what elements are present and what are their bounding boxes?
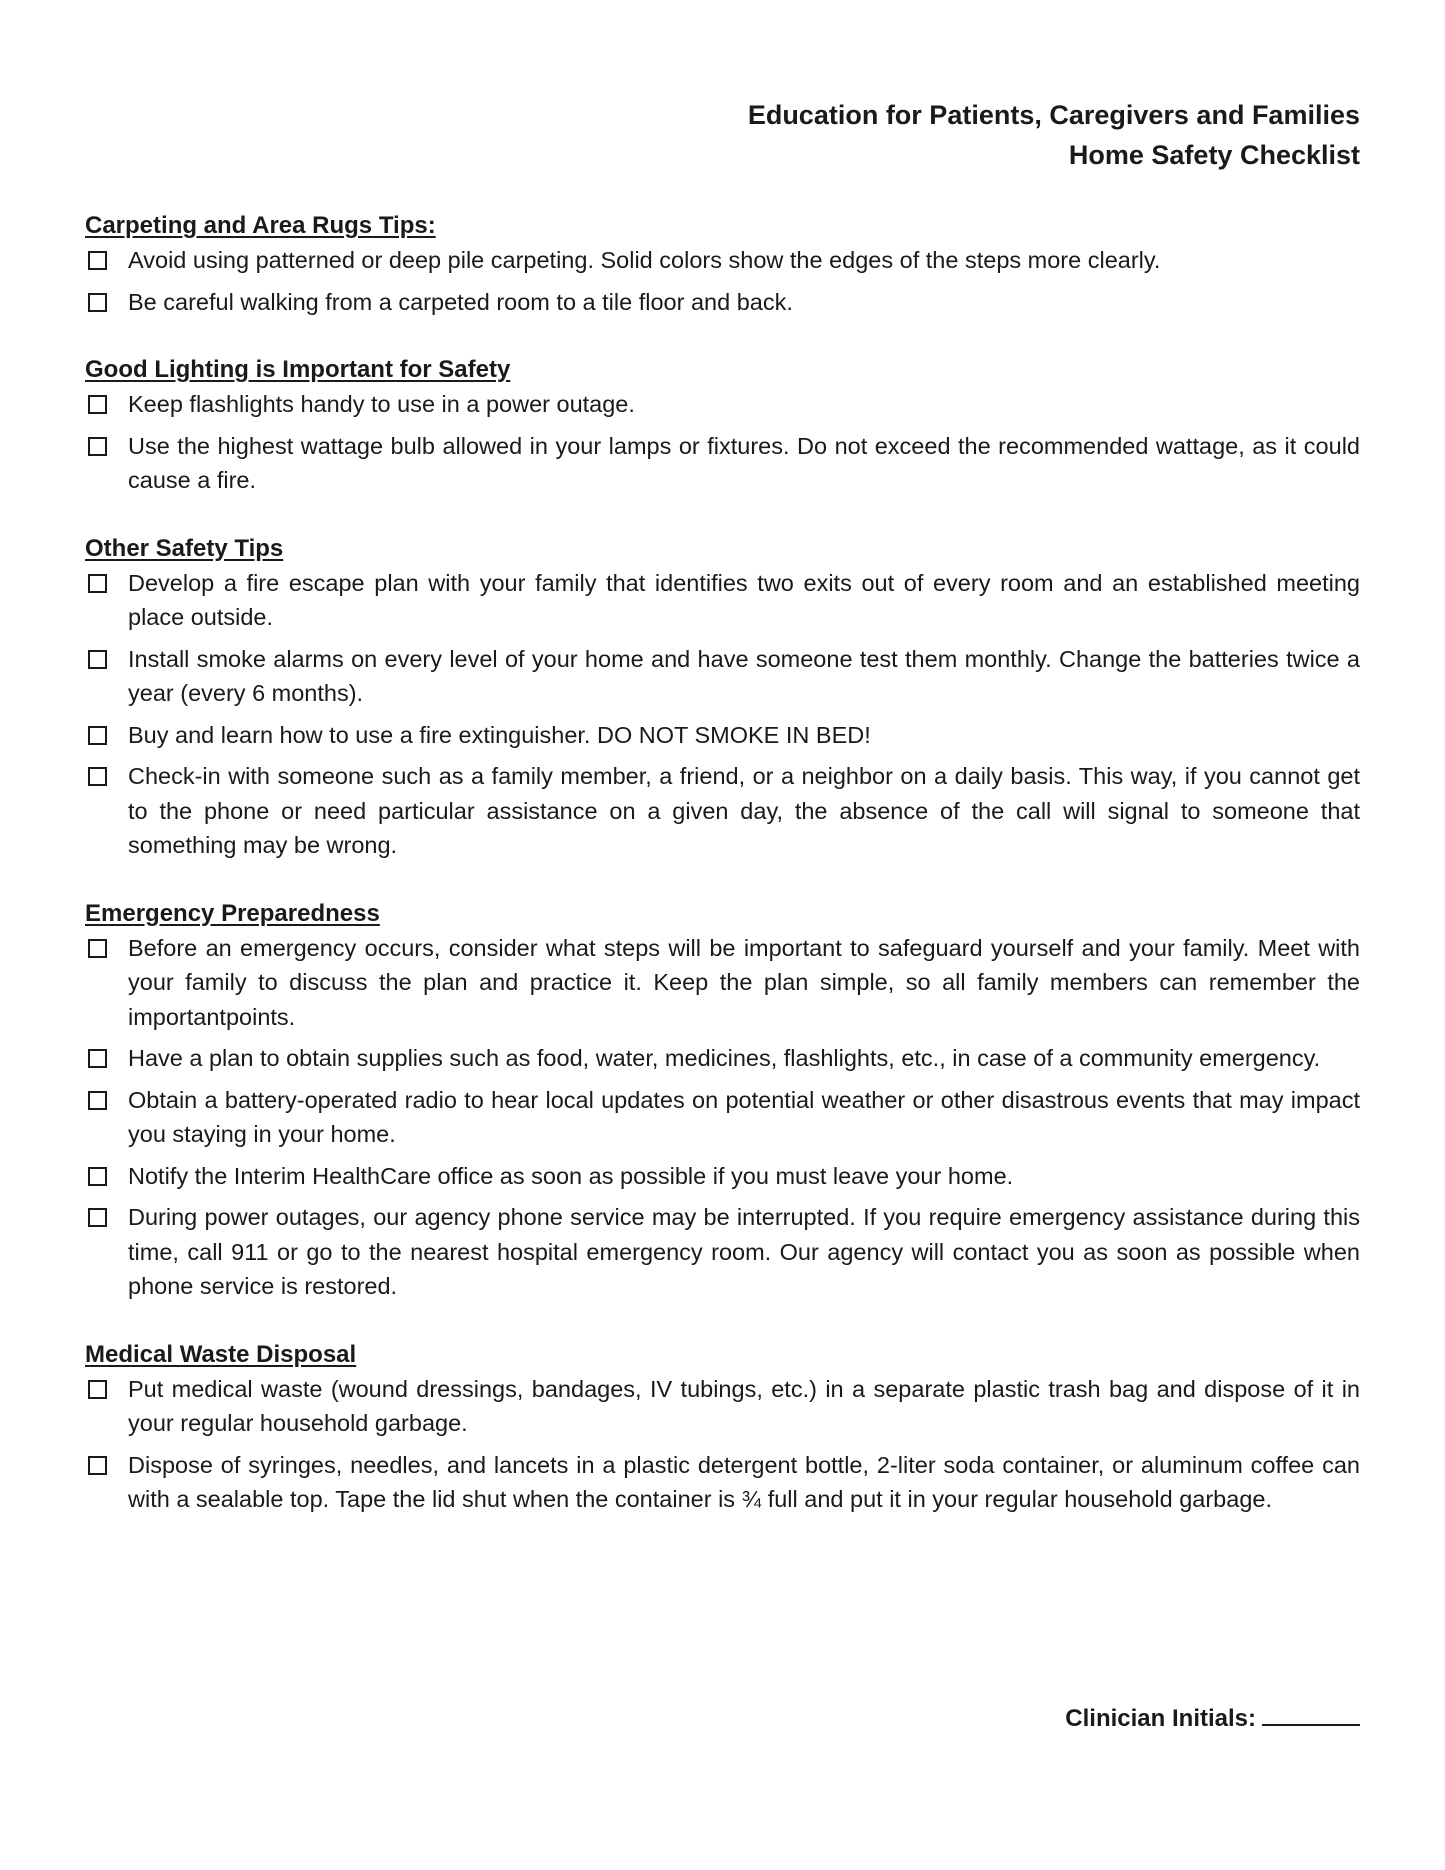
checkbox[interactable]: [88, 437, 107, 456]
checkbox[interactable]: [88, 574, 107, 593]
checklist-item-text: Install smoke alarms on every level of your home and have someone test them monthly. Change the batteries twice a year (every 6 months).: [128, 645, 1360, 706]
clinician-initials-blank[interactable]: [1262, 1700, 1360, 1726]
checklist-section: [85, 897, 1360, 1304]
checkbox[interactable]: [88, 1456, 107, 1475]
checklist-item-text: Use the highest wattage bulb allowed in your lamps or fixtures. Do not exceed the recommended wattage, as it could cause a fire.: [128, 432, 1360, 493]
checklist-item: [85, 387, 1360, 422]
checkbox[interactable]: [88, 1091, 107, 1110]
checklist-item: [85, 718, 1360, 753]
checkbox[interactable]: [88, 939, 107, 958]
checklist-item-text: Obtain a battery-operated radio to hear local updates on potential weather or other disastrous events that may impact you staying in your home.: [128, 1086, 1360, 1147]
section-title: Carpeting and Area Rugs Tips:: [85, 212, 436, 239]
checklist-item: [85, 1083, 1360, 1152]
checkbox[interactable]: [88, 1167, 107, 1186]
checklist-item: [85, 243, 1360, 278]
checklist-item-text: Keep flashlights handy to use in a power outage.: [128, 391, 635, 417]
checklist-item: [85, 1372, 1360, 1441]
section-title: Other Safety Tips: [85, 534, 284, 562]
section-title: Medical Waste Disposal: [85, 1340, 357, 1368]
checklist-item: [85, 429, 1360, 498]
checklist-section: [85, 353, 1360, 498]
checklist-section: [85, 1338, 1360, 1517]
checklist-item-text: Put medical waste (wound dressings, bandages, IV tubings, etc.) in a separate plastic trash bag and dispose of it in your regular household garbage.: [128, 1375, 1360, 1436]
checkbox[interactable]: [88, 767, 107, 786]
checklist-section: [85, 209, 1360, 319]
clinician-initials: [1065, 1700, 1360, 1736]
checklist-item: [85, 759, 1360, 863]
section-title: Emergency Preparedness: [85, 899, 380, 927]
checkbox[interactable]: [88, 251, 107, 270]
checkbox[interactable]: [88, 726, 107, 745]
checklist-item-text: Buy and learn how to use a fire extinguisher. DO NOT SMOKE IN BED!: [128, 721, 871, 748]
checklist-item-text: Be careful walking from a carpeted room to a tile floor and back.: [128, 288, 793, 315]
checklist-item: [85, 931, 1360, 1035]
section-title: Good Lighting is Important for Safety: [85, 356, 511, 383]
document-header: [85, 95, 1360, 175]
checkbox[interactable]: [88, 395, 107, 414]
checklist-item: [85, 1200, 1360, 1304]
checklist-item-text: Develop a fire escape plan with your family that identifies two exits out of every room and an established meeting place outside.: [128, 569, 1360, 630]
checklist-section: [85, 532, 1360, 863]
checklist-item-text: Notify the Interim HealthCare office as soon as possible if you must leave your home.: [128, 1162, 1014, 1189]
checklist-item-text: Before an emergency occurs, consider what steps will be important to safeguard yourself and your family. Meet with your family to discuss the plan and practice it. Keep the plan simple, so all family members can remember the importantpoints.: [128, 934, 1360, 1030]
checklist-item: [85, 1041, 1360, 1076]
checkbox[interactable]: [88, 1049, 107, 1068]
clinician-initials-label: Clinician Initials:: [1065, 1705, 1256, 1732]
checklist-item: [85, 642, 1360, 711]
checklist-item: [85, 1159, 1360, 1194]
checklist-page: [85, 95, 1360, 1551]
checkbox[interactable]: [88, 1208, 107, 1227]
checklist-item-text: During power outages, our agency phone service may be interrupted. If you require emergency assistance during this time, call 911 or go to the nearest hospital emergency room. Our agency will contact you as soon as possible when phone service is restored.: [128, 1204, 1360, 1299]
checklist-item: [85, 1448, 1360, 1517]
checkbox[interactable]: [88, 650, 107, 669]
checklist-item-text: Check-in with someone such as a family member, a friend, or a neighbor on a daily basis. This way, if you cannot get to the phone or need particular assistance on a given day, the absence of the call will signal to someone that something may be wrong.: [128, 763, 1360, 858]
header-title: Education for Patients, Caregivers and Families: [747, 100, 1360, 130]
sections-container: [85, 209, 1360, 1517]
checklist-item: [85, 566, 1360, 635]
checkbox[interactable]: [88, 1380, 107, 1399]
checklist-item: [85, 285, 1360, 320]
checklist-item-text: Have a plan to obtain supplies such as food, water, medicines, flashlights, etc., in case of a community emergency.: [128, 1045, 1321, 1071]
checklist-item-text: Avoid using patterned or deep pile carpeting. Solid colors show the edges of the steps more clearly.: [128, 247, 1161, 273]
checklist-item-text: Dispose of syringes, needles, and lancets in a plastic detergent bottle, 2-liter soda container, or aluminum coffee can with a sealable top. Tape the lid shut when the container is ¾ full and put it in your regular household garbage.: [128, 1451, 1360, 1512]
header-subtitle: Home Safety Checklist: [1068, 140, 1360, 170]
checkbox[interactable]: [88, 293, 107, 312]
